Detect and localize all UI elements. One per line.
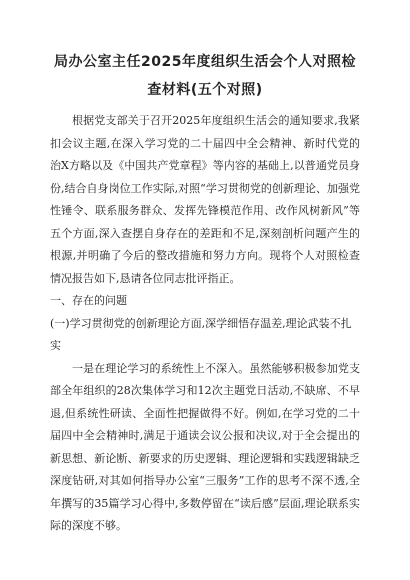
subsection-heading: (一)学习贯彻党的创新理论方面,深学细悟存温差,理论武装不扎实	[50, 316, 352, 352]
section-heading: 一、存在的问题	[50, 294, 127, 307]
intro-paragraph: 根据党支部关于召开2025年度组织生活会的通知要求,我紧扣会议主题,在深入学习党的二十届四中全会精神、新时代党的治X方略以及《中国共产党章程》等内容的基础上,以普通党员身份,结合自身岗位工作实际,对照“学习贯彻党的创新理论、加强党性锤令、联系服务群众、发挥先锋模范作用、改作风树新风”等五个方面,深入查摆自身存在的差距和不足,深刻剖析问题产生的根源,并明确了今后的整改措施和努力方向。现将个人对照检查情况报告如下,恳请各位同志批评指正。	[50, 114, 360, 285]
body-paragraph: 一是在理论学习的系统性上不深入。虽然能够积极参加党支部全年组织的28次集体学习和12次主题党日活动,不缺席、不早退,但系统性研读、全面性把握做得不好。例如,在学习党的二十届四中全会精神时,满足于通读会议公报和决议,对于全会提出的新思想、新论断、新要求的历史逻辑、理论逻辑和实践逻辑缺乏深度钻研,对其如何指导办公室“三服务”工作的思考不深不透,全年撰写的35篇学习心得中,多数停留在“读后感”层面,理论联系实际的深度不够。	[50, 361, 360, 532]
document-title: 局办公室主任2025年度组织生活会个人对照检查材料(五个对照)	[54, 54, 356, 98]
